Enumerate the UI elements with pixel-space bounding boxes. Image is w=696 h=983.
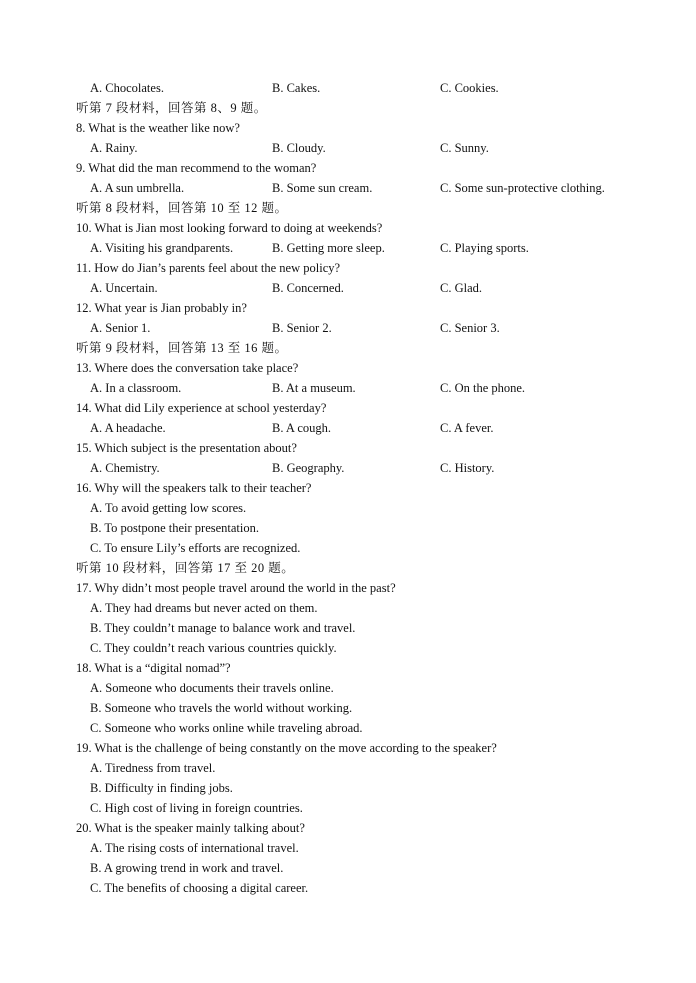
option-c: C. A fever. (440, 421, 494, 435)
question-text: 19. What is the challenge of being constantly on the move according to the speaker? (76, 741, 497, 755)
option-b: B. Cakes. (272, 81, 321, 95)
section-instruction (0, 98, 696, 118)
options-row (0, 278, 696, 298)
section-instruction (0, 198, 696, 218)
question (0, 358, 696, 378)
option-line (0, 778, 696, 798)
question (0, 298, 696, 318)
option-text: B. Someone who travels the world without working. (90, 701, 353, 715)
option-line (0, 638, 696, 658)
section-instruction-text: 听第 10 段材料，回答第 17 至 20 题。 (76, 561, 295, 575)
question-text: 14. What did Lily experience at school yesterday? (76, 401, 327, 415)
option-line (0, 758, 696, 778)
section-instruction-text: 听第 9 段材料，回答第 13 至 16 题。 (76, 341, 288, 355)
option-b: B. Senior 2. (272, 321, 332, 335)
question (0, 218, 696, 238)
option-line (0, 498, 696, 518)
option-b: B. Getting more sleep. (272, 241, 385, 255)
option-text: A. Someone who documents their travels online. (90, 681, 334, 695)
question-text: 8. What is the weather like now? (76, 121, 240, 135)
question-text: 18. What is a “digital nomad”? (76, 661, 231, 675)
option-line (0, 518, 696, 538)
option-b: B. A cough. (272, 421, 332, 435)
option-a: A. Visiting his grandparents. (90, 241, 234, 255)
option-line (0, 838, 696, 858)
option-a: A. Rainy. (90, 141, 138, 155)
option-line (0, 698, 696, 718)
options-row (0, 78, 696, 98)
option-a: A. In a classroom. (90, 381, 182, 395)
question-text: 16. Why will the speakers talk to their teacher? (76, 481, 312, 495)
option-text: C. To ensure Lily’s efforts are recognized. (90, 541, 301, 555)
section-instruction-text: 听第 7 段材料，回答第 8、9 题。 (76, 101, 267, 115)
question (0, 738, 696, 758)
question (0, 158, 696, 178)
question-text: 10. What is Jian most looking forward to doing at weekends? (76, 221, 383, 235)
option-line (0, 678, 696, 698)
option-c: C. Playing sports. (440, 241, 529, 255)
option-text: B. Difficulty in finding jobs. (90, 781, 233, 795)
option-text: C. High cost of living in foreign countries. (90, 801, 303, 815)
question-text: 17. Why didn’t most people travel around the world in the past? (76, 581, 396, 595)
option-a: A. Senior 1. (90, 321, 151, 335)
question-text: 13. Where does the conversation take place? (76, 361, 299, 375)
option-line (0, 878, 696, 898)
option-c: C. Glad. (440, 281, 483, 295)
question-text: 12. What year is Jian probably in? (76, 301, 247, 315)
option-text: C. The benefits of choosing a digital career. (90, 881, 309, 895)
option-b: B. Some sun cream. (272, 181, 373, 195)
question (0, 578, 696, 598)
option-c: C. Senior 3. (440, 321, 500, 335)
section-instruction (0, 558, 696, 578)
options-row (0, 418, 696, 438)
option-text: C. Someone who works online while traveling abroad. (90, 721, 363, 735)
option-a: A. A sun umbrella. (90, 181, 185, 195)
section-instruction (0, 338, 696, 358)
option-c: C. History. (440, 461, 495, 475)
option-text: B. A growing trend in work and travel. (90, 861, 284, 875)
option-b: B. Concerned. (272, 281, 344, 295)
question-text: 9. What did the man recommend to the woman? (76, 161, 317, 175)
question (0, 398, 696, 418)
option-c: C. On the phone. (440, 381, 526, 395)
option-a: A. Chemistry. (90, 461, 160, 475)
options-row (0, 318, 696, 338)
option-b: B. At a museum. (272, 381, 356, 395)
option-text: A. They had dreams but never acted on them. (90, 601, 318, 615)
option-line (0, 598, 696, 618)
option-line (0, 798, 696, 818)
options-row (0, 178, 696, 198)
option-text: A. To avoid getting low scores. (90, 501, 247, 515)
option-a: A. A headache. (90, 421, 166, 435)
option-line (0, 858, 696, 878)
options-row (0, 238, 696, 258)
option-c: C. Sunny. (440, 141, 489, 155)
option-text: B. They couldn’t manage to balance work and travel. (90, 621, 356, 635)
options-row (0, 138, 696, 158)
option-text: B. To postpone their presentation. (90, 521, 260, 535)
question (0, 478, 696, 498)
options-row (0, 378, 696, 398)
question-text: 11. How do Jian’s parents feel about the new policy? (76, 261, 341, 275)
option-text: C. They couldn’t reach various countries quickly. (90, 641, 337, 655)
option-line (0, 538, 696, 558)
option-a: A. Chocolates. (90, 81, 164, 95)
option-text: A. Tiredness from travel. (90, 761, 216, 775)
question (0, 818, 696, 838)
option-c: C. Cookies. (440, 81, 499, 95)
section-instruction-text: 听第 8 段材料，回答第 10 至 12 题。 (76, 201, 288, 215)
question (0, 118, 696, 138)
question (0, 438, 696, 458)
option-line (0, 718, 696, 738)
options-row (0, 458, 696, 478)
option-line (0, 618, 696, 638)
question (0, 658, 696, 678)
question-text: 20. What is the speaker mainly talking about? (76, 821, 305, 835)
option-b: B. Geography. (272, 461, 345, 475)
option-a: A. Uncertain. (90, 281, 158, 295)
option-b: B. Cloudy. (272, 141, 326, 155)
question-text: 15. Which subject is the presentation about? (76, 441, 297, 455)
option-c: C. Some sun-protective clothing. (440, 181, 605, 195)
question (0, 258, 696, 278)
option-text: A. The rising costs of international travel. (90, 841, 299, 855)
